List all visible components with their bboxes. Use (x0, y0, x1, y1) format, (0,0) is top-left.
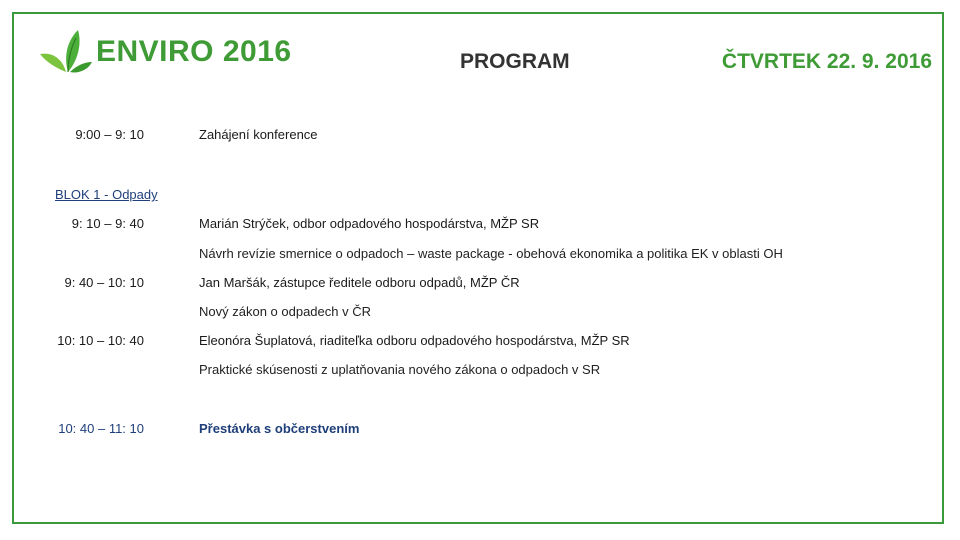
item-2-topic: Nový zákon o odpadech v ČR (199, 304, 371, 319)
item-1-topic: Návrh revízie smernice o odpadoch – waste package - obehová ekonomika a politika EK v oblasti OH (199, 246, 783, 261)
date-title: ČTVRTEK 22. 9. 2016 (721, 50, 932, 73)
page-frame (12, 12, 944, 524)
enviro-logo (38, 28, 292, 76)
item-1-speaker: Marián Strýček, odbor odpadového hospodárstva, MŽP SR (199, 216, 540, 231)
item-1-time: 9: 10 – 9: 40 (71, 216, 144, 231)
item-3-speaker: Eleonóra Šuplatová, riaditeľka odboru odpadového hospodárstva, MŽP SR (199, 333, 630, 348)
item-3-time: 10: 10 – 10: 40 (57, 333, 144, 348)
break-time: 10: 40 – 11: 10 (58, 421, 144, 436)
leaf-logo-icon (38, 28, 94, 76)
break-title: Přestávka s občerstvením (199, 421, 360, 436)
program-title: PROGRAM (460, 50, 570, 73)
item-3-topic: Praktické skúsenosti z uplatňovania nového zákona o odpadoch v SR (199, 362, 601, 377)
opening-time: 9:00 – 9: 10 (75, 127, 144, 142)
item-2-speaker: Jan Maršák, zástupce ředitele odboru odpadů, MŽP ČR (199, 275, 520, 290)
block-1-label: BLOK 1 - Odpady (55, 187, 158, 202)
item-2-time: 9: 40 – 10: 10 (64, 275, 144, 290)
opening-title: Zahájení konference (199, 127, 318, 142)
logo-text: ENVIRO 2016 (96, 35, 292, 68)
